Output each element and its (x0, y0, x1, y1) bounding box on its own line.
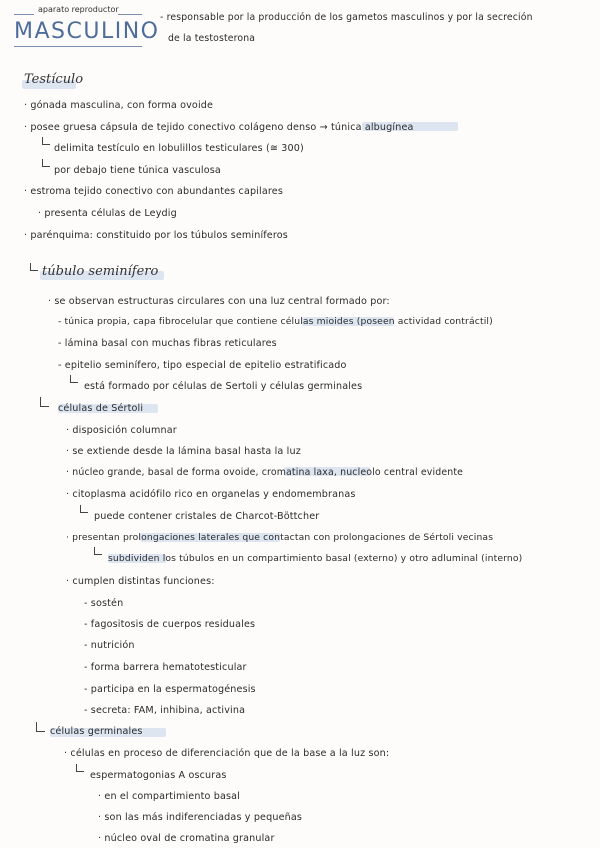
sertoli-function-4: - forma barrera hematotesticular (84, 662, 247, 673)
germinales-line-4: · son las más indiferenciadas y pequeñas (98, 812, 303, 823)
page-title: MASCULINO (14, 19, 160, 44)
sertoli-function-2: - fagositosis de cuerpos residuales (84, 619, 256, 630)
testiculo-line-2: · posee gruesa cápsula de tejido conectivo colágeno denso → túnica albugínea (24, 122, 414, 133)
sub-arrow-icon (36, 722, 45, 732)
sub-arrow-icon (42, 137, 50, 145)
header-subtitle: aparato reproductor (38, 5, 119, 14)
tubulo-line-3: - lámina basal con muchas fibras reticulares (58, 338, 277, 349)
germinales-line-5: · núcleo oval de cromatina granular (98, 833, 275, 844)
sub-arrow-icon (76, 764, 84, 772)
sertoli-function-3: - nutrición (84, 640, 135, 651)
section-heading-germinales: células germinales (50, 726, 143, 737)
header-rule-bottom (14, 46, 142, 47)
germinales-line-3: · en el compartimiento basal (98, 791, 240, 802)
sertoli-line-6: · presentan prolongaciones laterales que contactan con prolongaciones de Sértoli vecinas (66, 532, 494, 543)
sub-arrow-icon (80, 505, 88, 513)
header-description-line-1: - responsable por la producción de los gametos masculinos y por la secreción (160, 12, 533, 23)
sertoli-line-4: · citoplasma acidófilo rico en organelas y endomembranas (66, 489, 356, 500)
section-heading-testiculo: Testículo (24, 72, 84, 87)
germinales-line-1: · células en proceso de diferenciación que de la base a la luz son: (64, 748, 390, 759)
sertoli-function-5: - participa en la espermatogénesis (84, 684, 256, 695)
testiculo-line-4: por debajo tiene túnica vasculosa (54, 165, 221, 176)
sertoli-line-2: · se extiende desde la lámina basal hasta la luz (66, 446, 301, 457)
header-description-line-2: de la testosterona (168, 33, 256, 44)
sub-arrow-icon (42, 159, 50, 167)
header-rule-left (14, 14, 34, 15)
sertoli-line-3: · núcleo grande, basal de forma ovoide, cromatina laxa, nucleolo central evidente (66, 467, 464, 478)
testiculo-line-1: · gónada masculina, con forma ovoide (24, 100, 214, 111)
sub-arrow-icon (40, 397, 49, 407)
testiculo-line-3: delimita testículo en lobulillos testiculares (≅ 300) (54, 143, 304, 154)
section-heading-tubulo: túbulo seminífero (42, 264, 159, 279)
header-rule-right (118, 14, 142, 15)
sertoli-function-6: - secreta: FAM, inhibina, activina (84, 705, 246, 716)
tubulo-line-1: · se observan estructuras circulares con una luz central formado por: (48, 296, 390, 307)
sub-arrow-icon (30, 263, 38, 271)
sertoli-line-1: · disposición columnar (66, 425, 177, 436)
sertoli-line-7: subdividen los túbulos en un compartimiento basal (externo) y otro adluminal (interno) (108, 553, 523, 564)
sertoli-line-8: · cumplen distintas funciones: (66, 576, 215, 587)
testiculo-line-7: · parénquima: constituido por los túbulos seminíferos (24, 230, 288, 241)
sub-arrow-icon (94, 547, 102, 555)
sub-arrow-icon (70, 375, 78, 383)
germinales-line-2: espermatogonias A oscuras (90, 770, 227, 781)
tubulo-line-5: está formado por células de Sertoli y células germinales (84, 381, 363, 392)
sertoli-line-5: puede contener cristales de Charcot-Böttcher (94, 511, 320, 522)
tubulo-line-2: - túnica propia, capa fibrocelular que contiene células mioides (poseen actividad contráctil) (58, 316, 493, 327)
testiculo-line-5: · estroma tejido conectivo con abundantes capilares (24, 186, 283, 197)
sertoli-function-1: - sostén (84, 598, 124, 609)
testiculo-line-6: · presenta células de Leydig (38, 208, 177, 219)
tubulo-line-4: - epitelio seminífero, tipo especial de epitelio estratificado (58, 360, 347, 371)
section-heading-sertoli: células de Sértoli (58, 403, 144, 414)
